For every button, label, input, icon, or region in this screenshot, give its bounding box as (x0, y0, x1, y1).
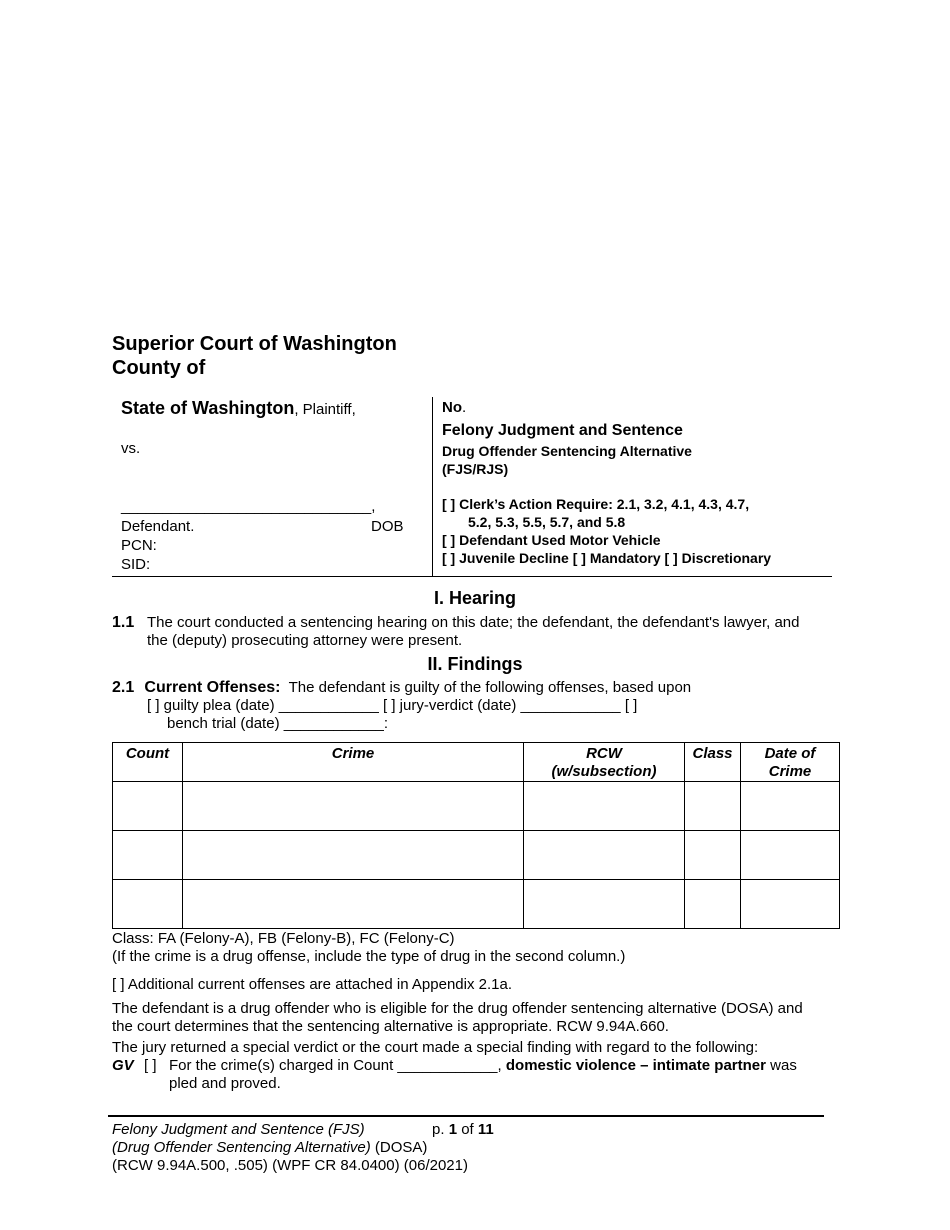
caption-divider (432, 397, 433, 576)
table-row (113, 880, 840, 929)
gv-finding-line (169, 1057, 797, 1075)
rcw-column-header (524, 743, 685, 782)
gv-text-line2: pled and proved. (169, 1075, 281, 1092)
document-abbreviation: (FJS/RJS) (442, 461, 509, 477)
footer-subtitle-abbrev: (DOSA) (374, 1139, 428, 1156)
plaintiff-role: , Plaintiff, (294, 401, 356, 418)
gv-label: GV (112, 1057, 134, 1074)
defendant-name-blank: ______________________________, (121, 498, 376, 515)
dosa-text-line2: the court determines that the sentencing alternative is appropriate. RCW 9.94A.660. (112, 1018, 669, 1035)
gv-text-bold: domestic violence – intimate partner (505, 1057, 766, 1074)
class-column-header (685, 743, 741, 782)
document-title: Felony Judgment and Sentence (442, 422, 683, 439)
court-name: Superior Court of Washington (112, 333, 397, 355)
hearing-text-line2: the (deputy) prosecuting attorney were present. (147, 632, 463, 649)
class-cell[interactable] (685, 880, 741, 929)
crime-column-header (183, 743, 524, 782)
caption-parties (112, 397, 432, 576)
case-number-period: . (462, 399, 467, 416)
special-verdict-text: The jury returned a special verdict or the court made a special finding with regard to the following: (112, 1039, 759, 1056)
county-name: County of (112, 357, 206, 379)
defendant-label: Defendant. (121, 518, 195, 535)
page-number: 1 (448, 1121, 458, 1138)
court-title (112, 332, 397, 380)
sid-label: SID: (121, 556, 151, 573)
section-1-1-number: 1.1 (112, 614, 135, 631)
count-cell[interactable] (113, 782, 183, 831)
class-header-text: Class (692, 745, 733, 762)
juvenile-decline-checkbox[interactable]: [ ] Juvenile Decline [ ] Mandatory [ ] Discretionary (442, 550, 772, 566)
rcw-cell[interactable] (524, 831, 685, 880)
pcn-label: PCN: (121, 537, 157, 554)
class-cell[interactable] (685, 831, 741, 880)
plaintiff-line (121, 399, 356, 419)
current-offenses-intro: The defendant is guilty of the following offenses, based upon (288, 679, 692, 696)
count-cell[interactable] (113, 831, 183, 880)
rcw-header-line1: RCW (586, 745, 622, 762)
page-prefix: p. (432, 1121, 445, 1138)
rcw-header-line2: (w/subsection) (551, 763, 657, 780)
table-row (113, 782, 840, 831)
clerk-action-checkbox[interactable]: [ ] Clerk’s Action Require: 2.1, 3.2, 4.1, 4.3, 4.7, (442, 496, 750, 512)
date-column-header (741, 743, 840, 782)
crime-header-text: Crime (331, 745, 375, 762)
dosa-text-line1: The defendant is a drug offender who is eligible for the drug offender sentencing alternative (DOSA) and (112, 1000, 803, 1017)
caption-bottom-rule (112, 576, 832, 577)
current-offenses-table (112, 742, 840, 929)
page-indicator (432, 1121, 494, 1139)
case-number-line (442, 399, 466, 417)
count-column-header (113, 743, 183, 782)
gv-text-pre: For the crime(s) charged in Count ____________, (169, 1057, 502, 1074)
count-header-text: Count (125, 745, 170, 762)
crime-cell[interactable] (183, 880, 524, 929)
date-header-line1: Date of (764, 745, 816, 762)
case-number-label: No (442, 399, 462, 416)
footer-rule (108, 1115, 824, 1117)
bench-trial-line[interactable]: bench trial (date) ____________: (167, 715, 389, 732)
crime-cell[interactable] (183, 831, 524, 880)
section-findings-heading: II. Findings (427, 654, 523, 674)
current-offenses-title: Current Offenses: (144, 679, 281, 696)
hearing-text-line1: The court conducted a sentencing hearing on this date; the defendant, the defendant's lawyer, and (147, 614, 800, 631)
appendix-checkbox[interactable]: [ ] Additional current offenses are attached in Appendix 2.1a. (112, 976, 512, 993)
section-hearing-heading: I. Hearing (433, 588, 517, 608)
gv-text-post: was (770, 1057, 797, 1074)
rcw-cell[interactable] (524, 880, 685, 929)
class-cell[interactable] (685, 782, 741, 831)
date-cell[interactable] (741, 782, 840, 831)
footer-form-title: Felony Judgment and Sentence (FJS) (112, 1121, 365, 1138)
footer-form-citation: (RCW 9.94A.500, .505) (WPF CR 84.0400) (06/2021) (112, 1157, 468, 1174)
page-total: 11 (477, 1121, 494, 1138)
rcw-cell[interactable] (524, 782, 685, 831)
versus-label: vs. (121, 440, 141, 457)
clerk-action-sections: 5.2, 5.3, 5.5, 5.7, and 5.8 (468, 514, 626, 530)
drug-type-note: (If the crime is a drug offense, include the type of drug in the second column.) (112, 948, 626, 965)
gv-checkbox[interactable]: [ ] (144, 1057, 157, 1074)
plaintiff-name: State of Washington (121, 398, 295, 418)
table-header-row (113, 743, 840, 782)
motor-vehicle-checkbox[interactable]: [ ] Defendant Used Motor Vehicle (442, 532, 661, 548)
date-cell[interactable] (741, 831, 840, 880)
page-of: of (461, 1121, 474, 1138)
date-cell[interactable] (741, 880, 840, 929)
plea-verdict-line[interactable]: [ ] guilty plea (date) ____________ [ ] jury-verdict (date) ____________ [ ] (147, 697, 638, 714)
footer-form-subtitle (112, 1139, 427, 1157)
dob-label: DOB (371, 518, 404, 535)
date-header-line2: Crime (768, 763, 812, 780)
current-offenses-line (112, 679, 691, 697)
crime-cell[interactable] (183, 782, 524, 831)
count-cell[interactable] (113, 880, 183, 929)
section-2-1-number: 2.1 (112, 679, 135, 696)
document-subtitle: Drug Offender Sentencing Alternative (442, 443, 692, 459)
table-row (113, 831, 840, 880)
class-key-note: Class: FA (Felony-A), FB (Felony-B), FC (Felony-C) (112, 930, 455, 947)
footer-subtitle-italic: (Drug Offender Sentencing Alternative) (112, 1139, 371, 1156)
